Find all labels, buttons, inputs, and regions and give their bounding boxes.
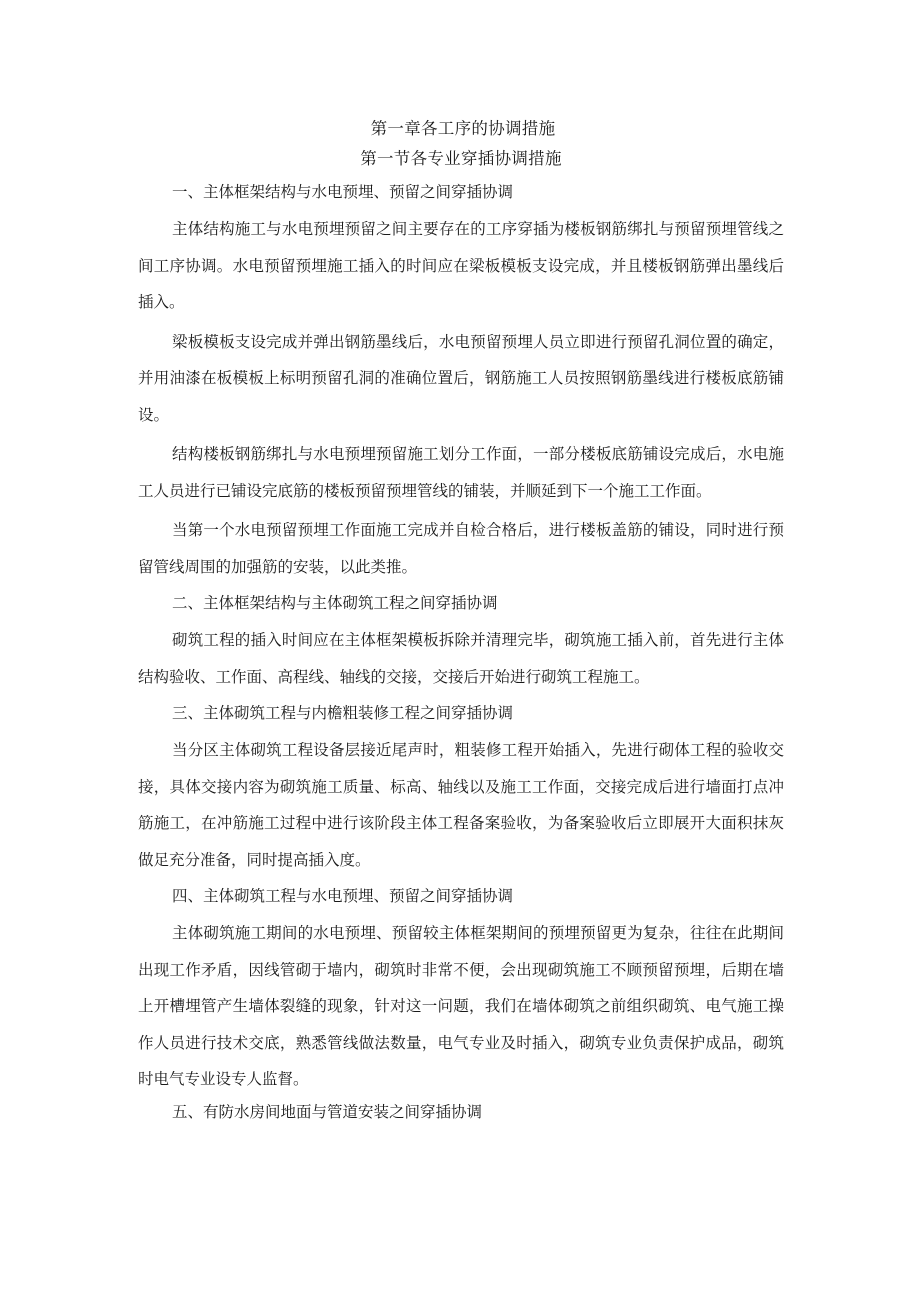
paragraph: 结构楼板钢筋绑扎与水电预埋预留施工划分工作面，一部分楼板底筋铺设完成后，水电施工人员进行已铺设完底筋的楼板预留预埋管线的铺装，并顺延到下一个施工工作面。 [138, 445, 784, 500]
subsection-heading-4: 四、主体砌筑工程与水电预埋、预留之间穿插协调 [172, 887, 514, 905]
paragraph: 当分区主体砌筑工程设备层接近尾声时，粗装修工程开始插入，先进行砌体工程的验收交接，具体交接内容为砌筑施工质量、标高、轴线以及施工工作面，交接完成后进行墙面打点冲筋施工，在冲筋施工过程中进行该阶段主体工程备案验收，为备案验收后立即展开大面积抹灰做足充分准备，同时提高插入度。 [138, 741, 784, 869]
paragraph: 梁板模板支设完成并弹出钢筋墨线后，水电预留预埋人员立即进行预留孔洞位置的确定，并用油漆在板模板上标明预留孔洞的准确位置后，钢筋施工人员按照钢筋墨线进行楼板底筋铺设。 [138, 332, 784, 424]
paragraph: 主体结构施工与水电预埋预留之间主要存在的工序穿插为楼板钢筋绑扎与预留预埋管线之间工序协调。水电预留预埋施工插入的时间应在梁板模板支设完成，并且楼板钢筋弹出墨线后插入。 [138, 220, 784, 311]
paragraph: 砌筑工程的插入时间应在主体框架模板拆除并清理完毕，砌筑施工插入前，首先进行主体结构验收、工作面、高程线、轴线的交接，交接后开始进行砌筑工程施工。 [138, 631, 784, 686]
subsection-heading-2: 二、主体框架结构与主体砌筑工程之间穿插协调 [172, 594, 498, 612]
document-body [138, 114, 784, 1131]
subsection-heading-1: 一、主体框架结构与水电预埋、预留之间穿插协调 [172, 183, 514, 201]
chapter-title: 第一章各工序的协调措施 [370, 119, 556, 138]
section-title: 第一节各专业穿插协调措施 [360, 149, 562, 168]
subsection-heading-3: 三、主体砌筑工程与内檐粗装修工程之间穿插协调 [172, 704, 514, 722]
paragraph: 主体砌筑施工期间的水电预埋、预留较主体框架期间的预埋预留更为复杂，往往在此期间出现工作矛盾，因线管砌于墙内，砌筑时非常不便，会出现砌筑施工不顾预留预埋，后期在墙上开槽埋管产生墙体裂缝的现象，针对这一问题，我们在墙体砌筑之前组织砌筑、电气施工操作人员进行技术交底，熟悉管线做法数量，电气专业及时插入，砌筑专业负责保护成品，砌筑时电气专业设专人监督。 [138, 924, 784, 1088]
paragraph: 当第一个水电预留预埋工作面施工完成并自检合格后，进行楼板盖筋的铺设，同时进行预留管线周围的加强筋的安装，以此类推。 [138, 521, 784, 576]
subsection-heading-5: 五、有防水房间地面与管道安装之间穿插协调 [172, 1102, 483, 1121]
